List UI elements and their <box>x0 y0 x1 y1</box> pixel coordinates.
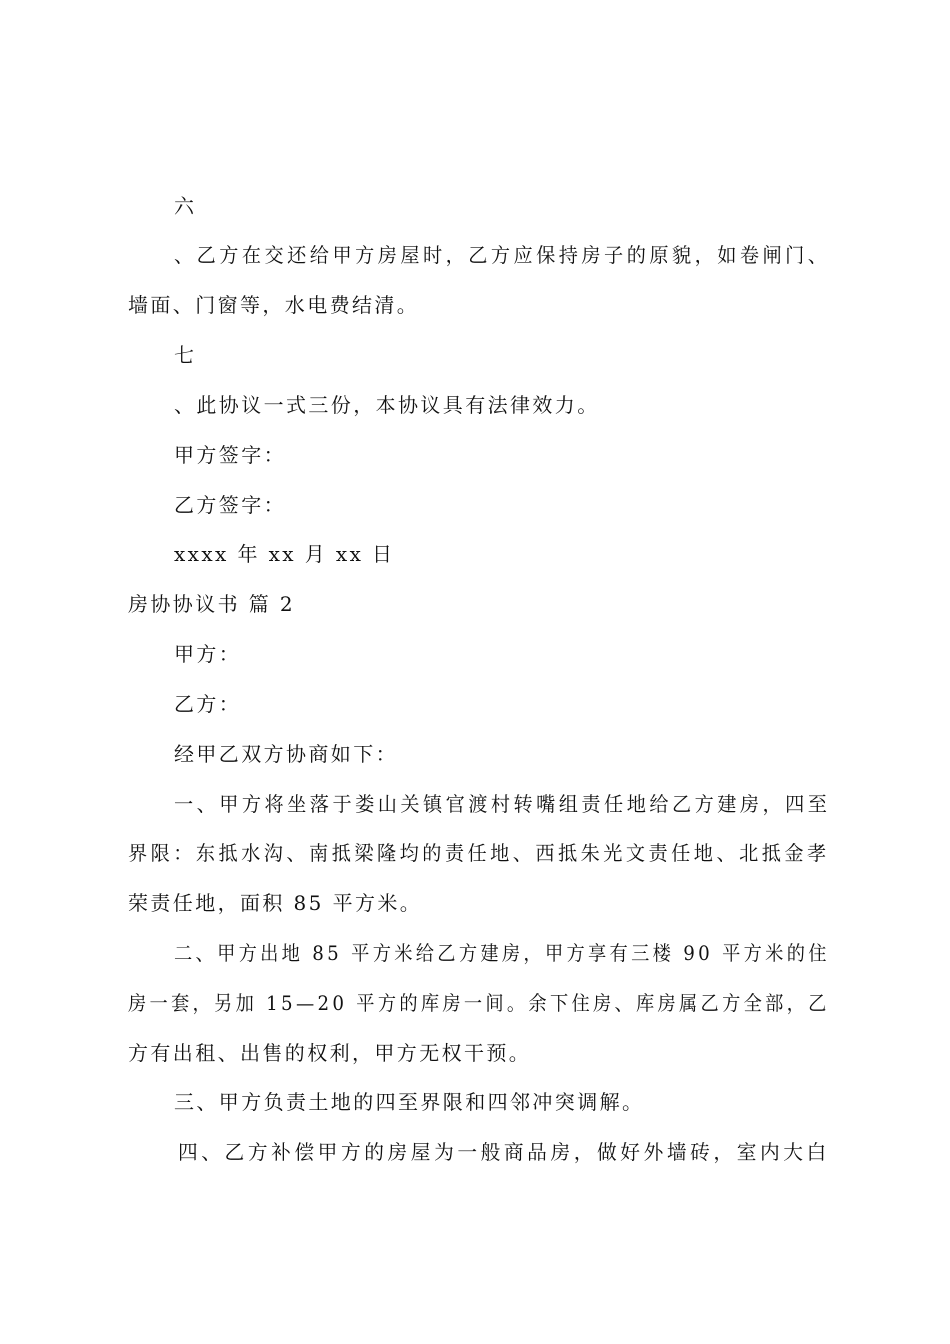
clause-4-line-1: 四、乙方补偿甲方的房屋为一般商品房，做好外墙砖，室内大白 <box>178 1140 830 1164</box>
signature-party-a: 甲方签字： <box>174 443 286 467</box>
clause-2-line-3: 方有出租、出售的权利，甲方无权干预。 <box>128 1041 532 1065</box>
intro-line: 经甲乙双方协商如下： <box>174 742 398 766</box>
signature-party-b: 乙方签字： <box>174 493 286 517</box>
item-7-line-1: 、此协议一式三份，本协议具有法律效力。 <box>174 393 600 417</box>
signature-date: xxxx 年 xx 月 xx 日 <box>174 542 395 566</box>
party-b-label: 乙方： <box>174 692 242 716</box>
item-6-line-1: 、乙方在交还给甲方房屋时，乙方应保持房子的原貌，如卷闸门、 <box>174 243 831 267</box>
clause-2-line-1: 二、甲方出地 85 平方米给乙方建房，甲方享有三楼 90 平方米的住 <box>174 941 830 965</box>
clause-1-line-2: 界限：东抵水沟、南抵梁隆均的责任地、西抵朱光文责任地、北抵金孝 <box>128 841 830 865</box>
clause-1-line-3: 荣责任地，面积 85 平方米。 <box>128 891 423 915</box>
item-number-7: 七 <box>174 343 197 367</box>
clause-2-line-2: 房一套，另加 15—20 平方的库房一间。余下住房、库房属乙方全部，乙 <box>128 991 830 1015</box>
item-number-6: 六 <box>174 194 197 218</box>
clause-3-line-1: 三、甲方负责土地的四至界限和四邻冲突调解。 <box>174 1090 645 1114</box>
party-a-label: 甲方： <box>174 642 242 666</box>
section-heading: 房协协议书 篇 2 <box>128 592 296 616</box>
clause-1-line-1: 一、甲方将坐落于娄山关镇官渡村转嘴组责任地给乙方建房，四至 <box>174 792 831 816</box>
item-6-line-2: 墙面、门窗等，水电费结清。 <box>128 293 420 317</box>
